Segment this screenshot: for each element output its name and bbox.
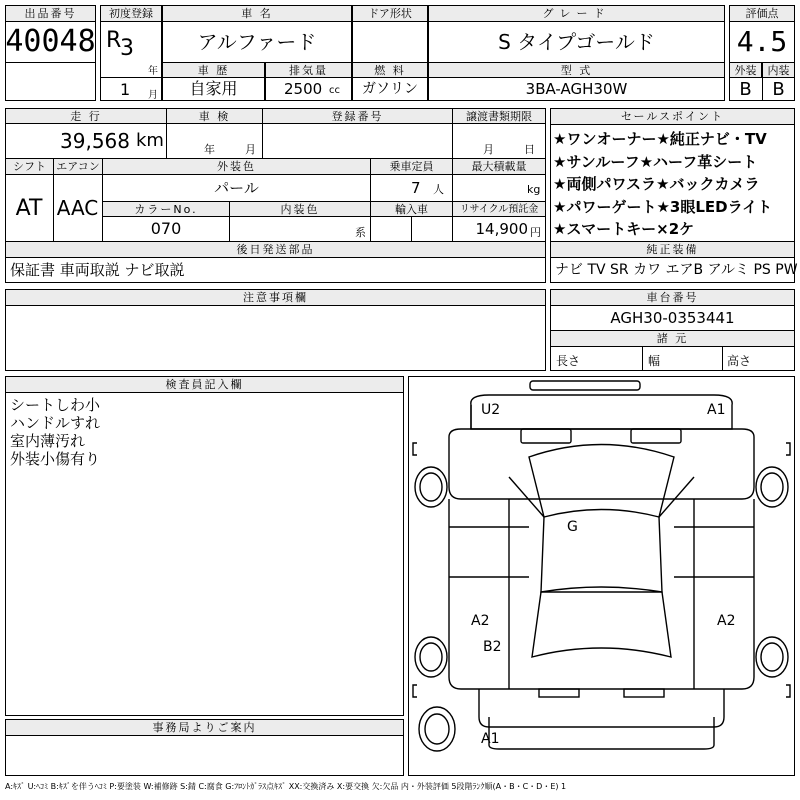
- chassis-value: AGH30-0353441: [610, 309, 735, 327]
- score-value: 4.5: [736, 25, 788, 58]
- later-parts-label: 後日発送部品: [5, 241, 546, 258]
- grade-value: S タイプゴールド: [498, 30, 655, 54]
- caution-label: 注意事項欄: [5, 289, 546, 306]
- car-outline-icon: [409, 377, 794, 775]
- history-value: 自家用: [189, 79, 238, 98]
- mileage-value: 39,568: [60, 129, 130, 153]
- insp-year-unit: 年: [204, 143, 215, 156]
- sales-points-label: セールスポイント: [550, 108, 795, 125]
- load-unit: kg: [527, 183, 541, 196]
- sales-point-line: ★スマートキー×2ケ: [553, 220, 695, 238]
- first-reg-label: 初度登録: [100, 5, 162, 22]
- lot-label: 出品番号: [5, 5, 96, 22]
- displacement-label: 排気量: [265, 62, 352, 78]
- sales-point-line: ★パワーゲート★3眼LEDライト: [553, 197, 773, 216]
- office-label: 事務局よりご案内: [5, 719, 404, 736]
- recycle-unit: 円: [530, 226, 541, 239]
- year-unit: 年: [148, 66, 158, 77]
- inspector-notes: [10, 396, 100, 468]
- load-label: 最大積載量: [452, 158, 546, 175]
- damage-mark-g: G: [567, 519, 578, 535]
- displacement-unit: cc: [329, 85, 340, 96]
- int-color-label: 内装色: [229, 201, 371, 217]
- insp-month-unit: 月: [245, 143, 256, 156]
- inspector-note: シートしわ小: [10, 396, 101, 414]
- damage-mark-a2-right: A2: [717, 613, 736, 629]
- car-name: アルファード: [197, 30, 317, 54]
- month-unit: 月: [148, 90, 158, 101]
- sales-points-list: [553, 128, 772, 241]
- fuel-value: ガソリン: [362, 81, 418, 97]
- inspector-note: 外装小傷有り: [10, 450, 101, 468]
- inspection-label: 車 検: [166, 108, 263, 124]
- legend-text: A:ｷｽﾞ U:ﾍｺﾐ B:ｷｽﾞを伴うﾍｺﾐ P:要塗装 W:補修跡 S:錆 C:腐食 G:ﾌﾛﾝﾄｶﾞﾗｽ点ｷｽﾞ XX:交換済み X:要交換 欠:欠品 内・外装評価 5段階ﾗﾝｸ順(A・B・C・D・E) 1: [5, 782, 567, 791]
- mileage-label: 走 行: [5, 108, 167, 124]
- grade-label: グレード: [428, 5, 725, 22]
- dims-width: 幅: [648, 354, 661, 368]
- ac-label: エアコン: [53, 158, 103, 175]
- mileage-unit: km: [136, 130, 164, 151]
- lot-number: 40048: [5, 24, 96, 59]
- damage-mark-a1-front: A1: [707, 402, 726, 418]
- transfer-month-unit: 月: [483, 143, 494, 156]
- transfer-day-unit: 日: [524, 143, 535, 156]
- capacity-label: 乗車定員: [370, 158, 453, 175]
- int-color-unit: 系: [355, 226, 366, 239]
- reg-year: 3: [120, 36, 134, 61]
- recycle-value: 14,900: [475, 220, 528, 238]
- capacity-value: 7: [411, 179, 421, 197]
- sales-point-line: ★サンルーフ★ハーフ革シート: [553, 152, 758, 171]
- dims-label: 諸 元: [550, 330, 795, 347]
- color-no-label: カラーNo.: [102, 201, 230, 217]
- inspector-note: ハンドルすれ: [10, 414, 101, 432]
- fuel-label: 燃 料: [352, 62, 428, 78]
- model-label: 型 式: [428, 62, 725, 78]
- score-label: 評価点: [729, 5, 795, 22]
- color-no-value: 070: [150, 219, 182, 238]
- import-label: 輸入車: [370, 201, 453, 217]
- ext-label: 外装: [729, 62, 762, 78]
- displacement-value: 2500: [284, 80, 323, 98]
- recycle-label: リサイクル預託金: [452, 201, 546, 217]
- int-value: B: [772, 79, 785, 100]
- sales-point-line: ★ワンオーナー★純正ナビ・TV: [553, 130, 767, 148]
- int-label: 内装: [762, 62, 795, 78]
- reg-month: 1: [120, 80, 131, 99]
- ext-value: B: [739, 79, 752, 100]
- dims-height: 高さ: [727, 354, 752, 368]
- damage-mark-b2: B2: [483, 639, 502, 655]
- color-label: 外装色: [102, 158, 371, 175]
- reg-era: R: [106, 28, 122, 53]
- damage-mark-u2: U2: [481, 402, 501, 418]
- later-parts-value: 保証書 車両取説 ナビ取説: [10, 261, 185, 279]
- car-diagram: [408, 376, 795, 776]
- damage-mark-a2-left: A2: [471, 613, 490, 629]
- color-value: パール: [214, 179, 259, 197]
- plate-label: 登録番号: [262, 108, 453, 124]
- capacity-unit: 人: [433, 183, 444, 196]
- inspector-label: 検査員記入欄: [5, 376, 404, 393]
- equipment-value: ナビ TV SR カワ エアB アルミ PS PW: [555, 262, 798, 278]
- dims-length: 長さ: [556, 354, 581, 368]
- sales-point-line: ★両側パワスラ★バックカメラ: [553, 175, 760, 193]
- car-name-label: 車 名: [162, 5, 352, 22]
- history-label: 車 歴: [162, 62, 265, 78]
- ac-value: AAC: [56, 196, 99, 220]
- shift-value: AT: [15, 196, 43, 221]
- model-value: 3BA-AGH30W: [525, 80, 628, 98]
- inspector-note: 室内薄汚れ: [10, 432, 86, 450]
- equipment-label: 純正装備: [550, 241, 795, 258]
- shift-label: シフト: [5, 158, 54, 175]
- door-label: ドア形状: [352, 5, 428, 22]
- chassis-label: 車台番号: [550, 289, 795, 306]
- transfer-label: 譲渡書類期限: [452, 108, 546, 124]
- damage-mark-a1-rear: A1: [481, 731, 500, 747]
